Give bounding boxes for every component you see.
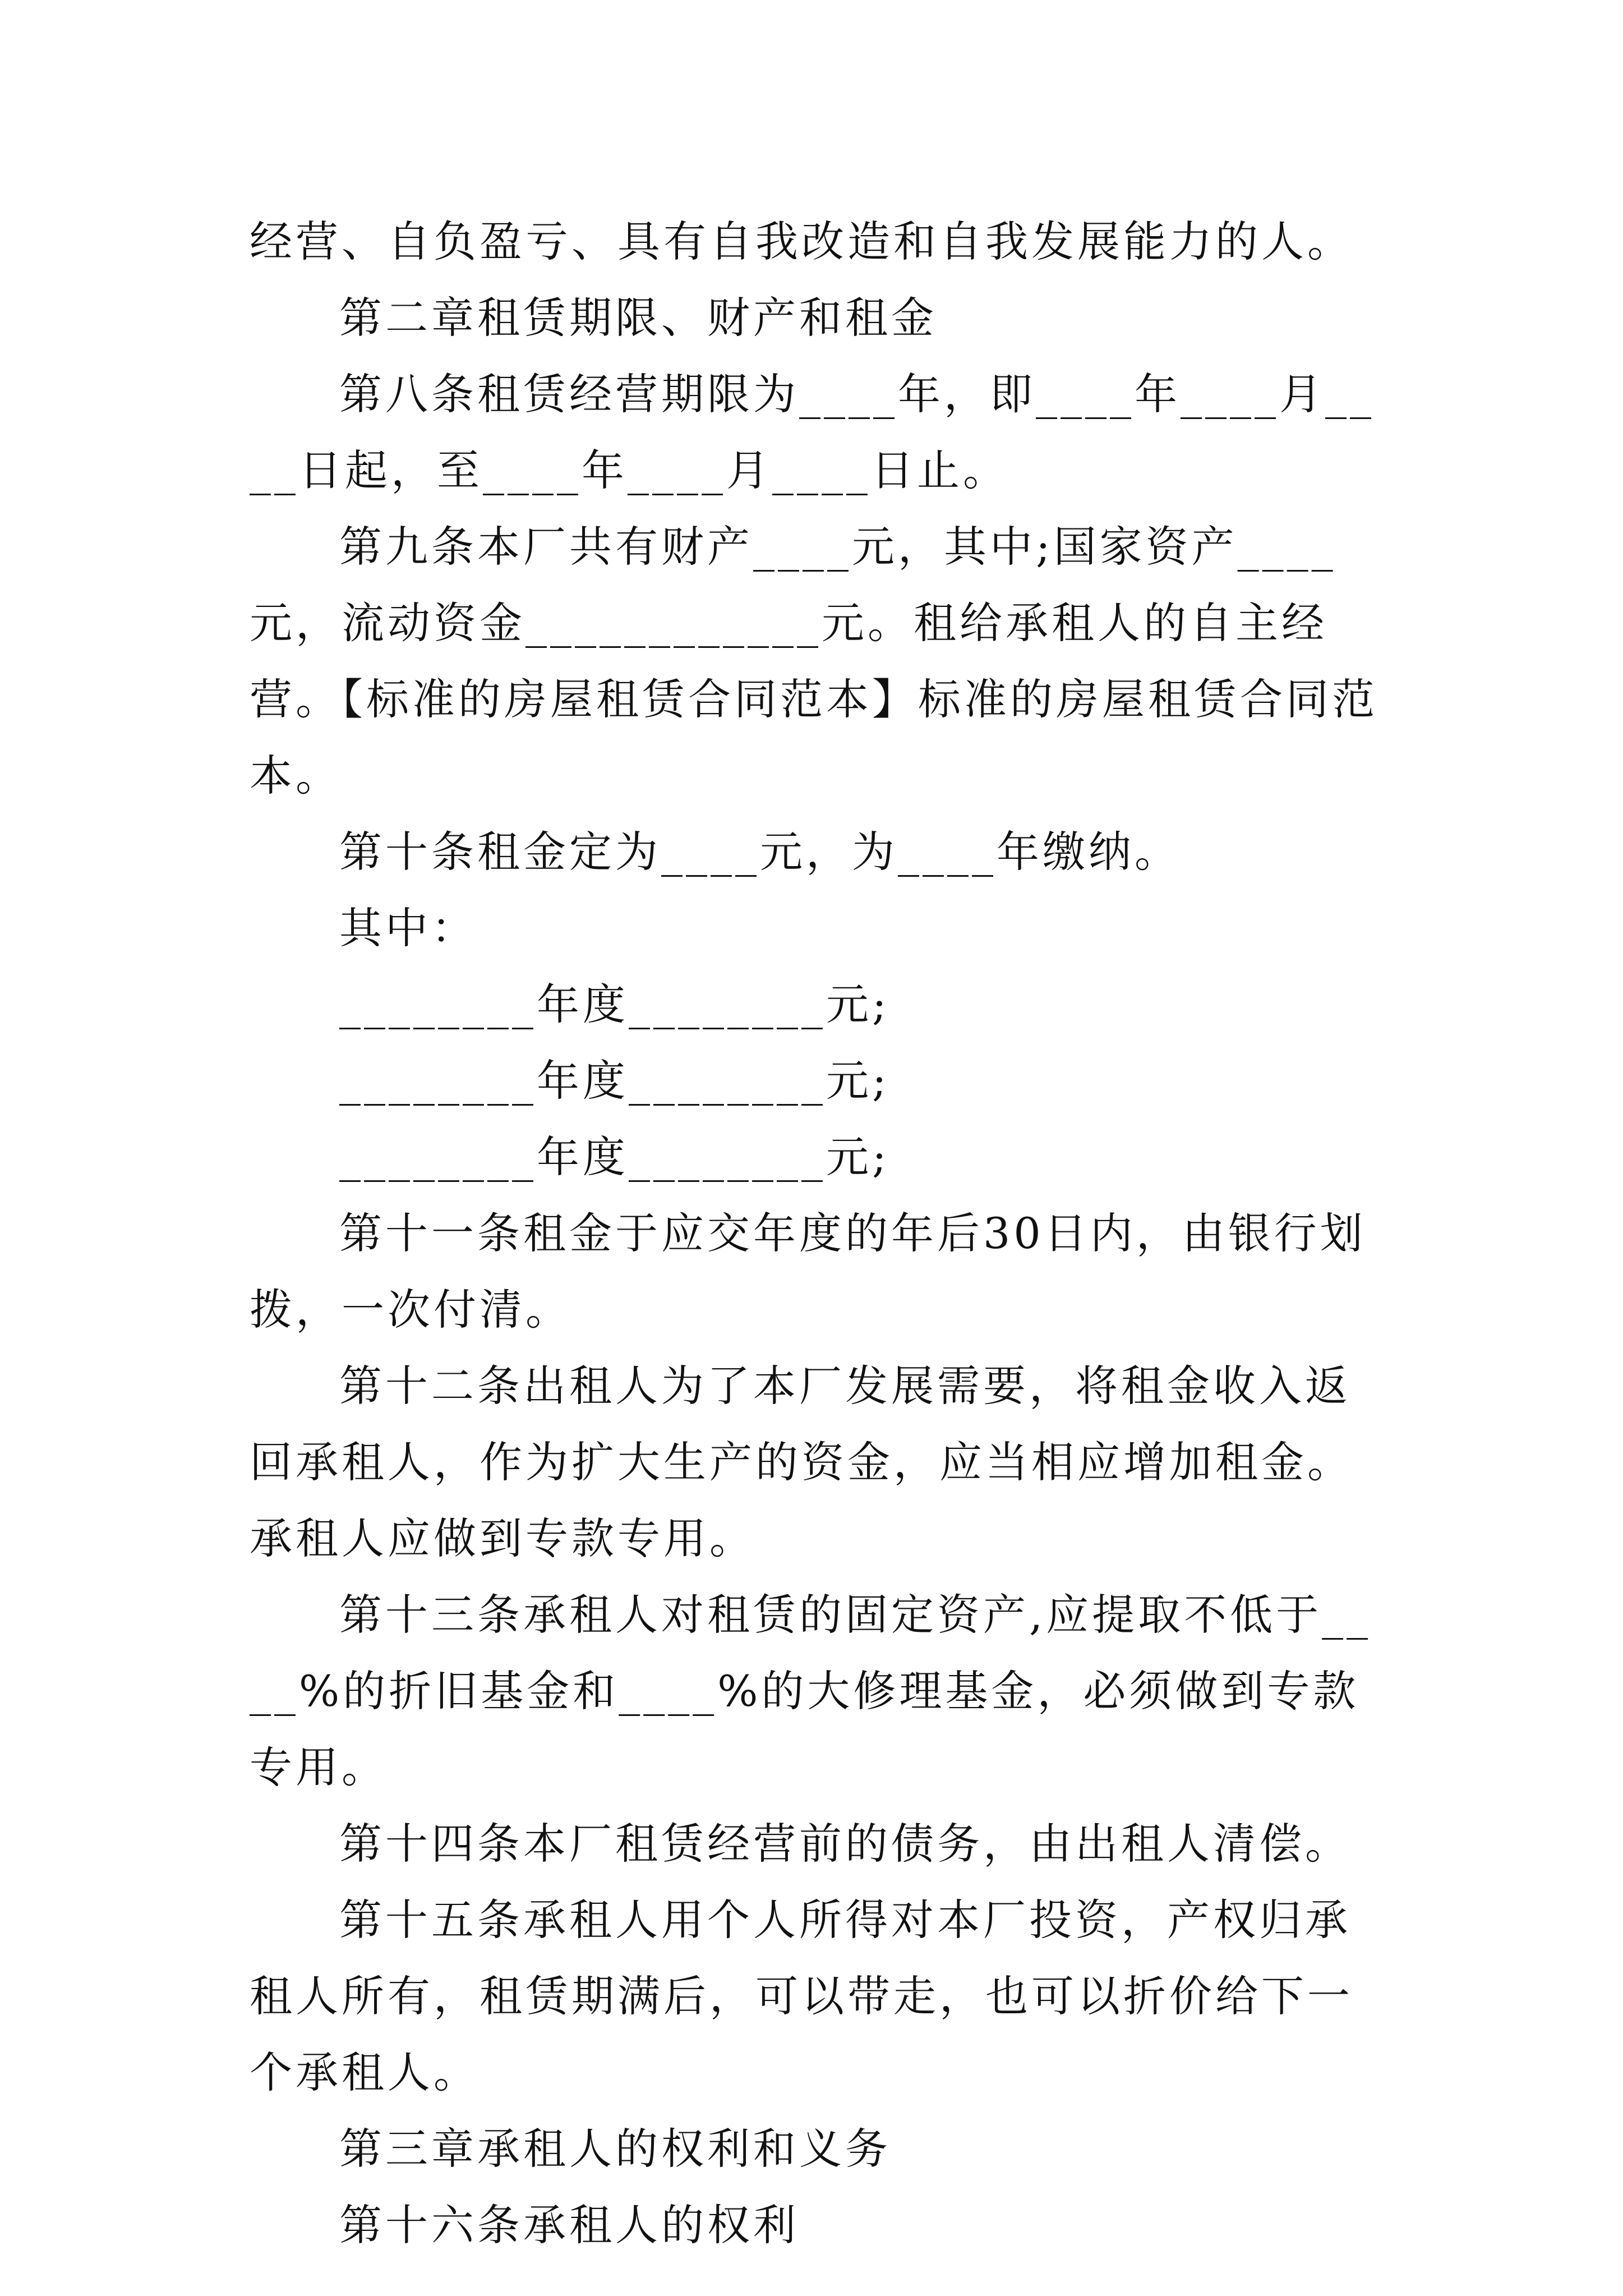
document-body <box>250 204 1394 2263</box>
article-15: 第十五条承租人用个人所得对本厂投资，产权归承租人所有，租赁期满后，可以带走，也可以折价给下一个承租人。 <box>250 1895 1353 2097</box>
article-10: 第十条租金定为____元，为____年缴纳。 <box>339 827 1181 877</box>
article-11: 第十一条租金于应交年度的年后30日内，由银行划拨，一次付清。 <box>250 1208 1366 1335</box>
paragraph-continuation: 经营、自负盈亏、具有自我改造和自我发展能力的人。 <box>250 217 1353 266</box>
article-12: 第十二条出租人为了本厂发展需要，将租金收入返回承租人，作为扩大生产的资金，应当相应增加租金。承租人应做到专款专用。 <box>250 1361 1353 1563</box>
article-8: 第八条租赁经营期限为____年，即____年____月____日起，至____年____月____日止。 <box>250 369 1375 495</box>
rent-year-line-3: ________年度________元; <box>339 1132 890 1182</box>
article-14: 第十四条本厂租赁经营前的债务，由出租人清偿。 <box>339 1819 1351 1869</box>
article-16: 第十六条承租人的权利 <box>339 2200 799 2250</box>
article-10-among: 其中： <box>339 903 477 953</box>
chapter-3-heading: 第三章承租人的权利和义务 <box>339 2124 891 2174</box>
article-9: 第九条本厂共有财产____元，其中;国家资产____元，流动资金____________元。租给承租人的自主经营。【标准的房屋租赁合同范本】标准的房屋租赁合同范本。 <box>250 522 1378 800</box>
rent-year-line-1: ________年度________元; <box>339 979 890 1029</box>
rent-year-line-2: ________年度________元; <box>339 1056 890 1106</box>
chapter-2-heading: 第二章租赁期限、财产和租金 <box>339 293 937 343</box>
article-13: 第十三条承租人对租赁的固定资产,应提取不低于____%的折旧基金和____%的大修理基金，必须做到专款专用。 <box>250 1590 1372 1792</box>
